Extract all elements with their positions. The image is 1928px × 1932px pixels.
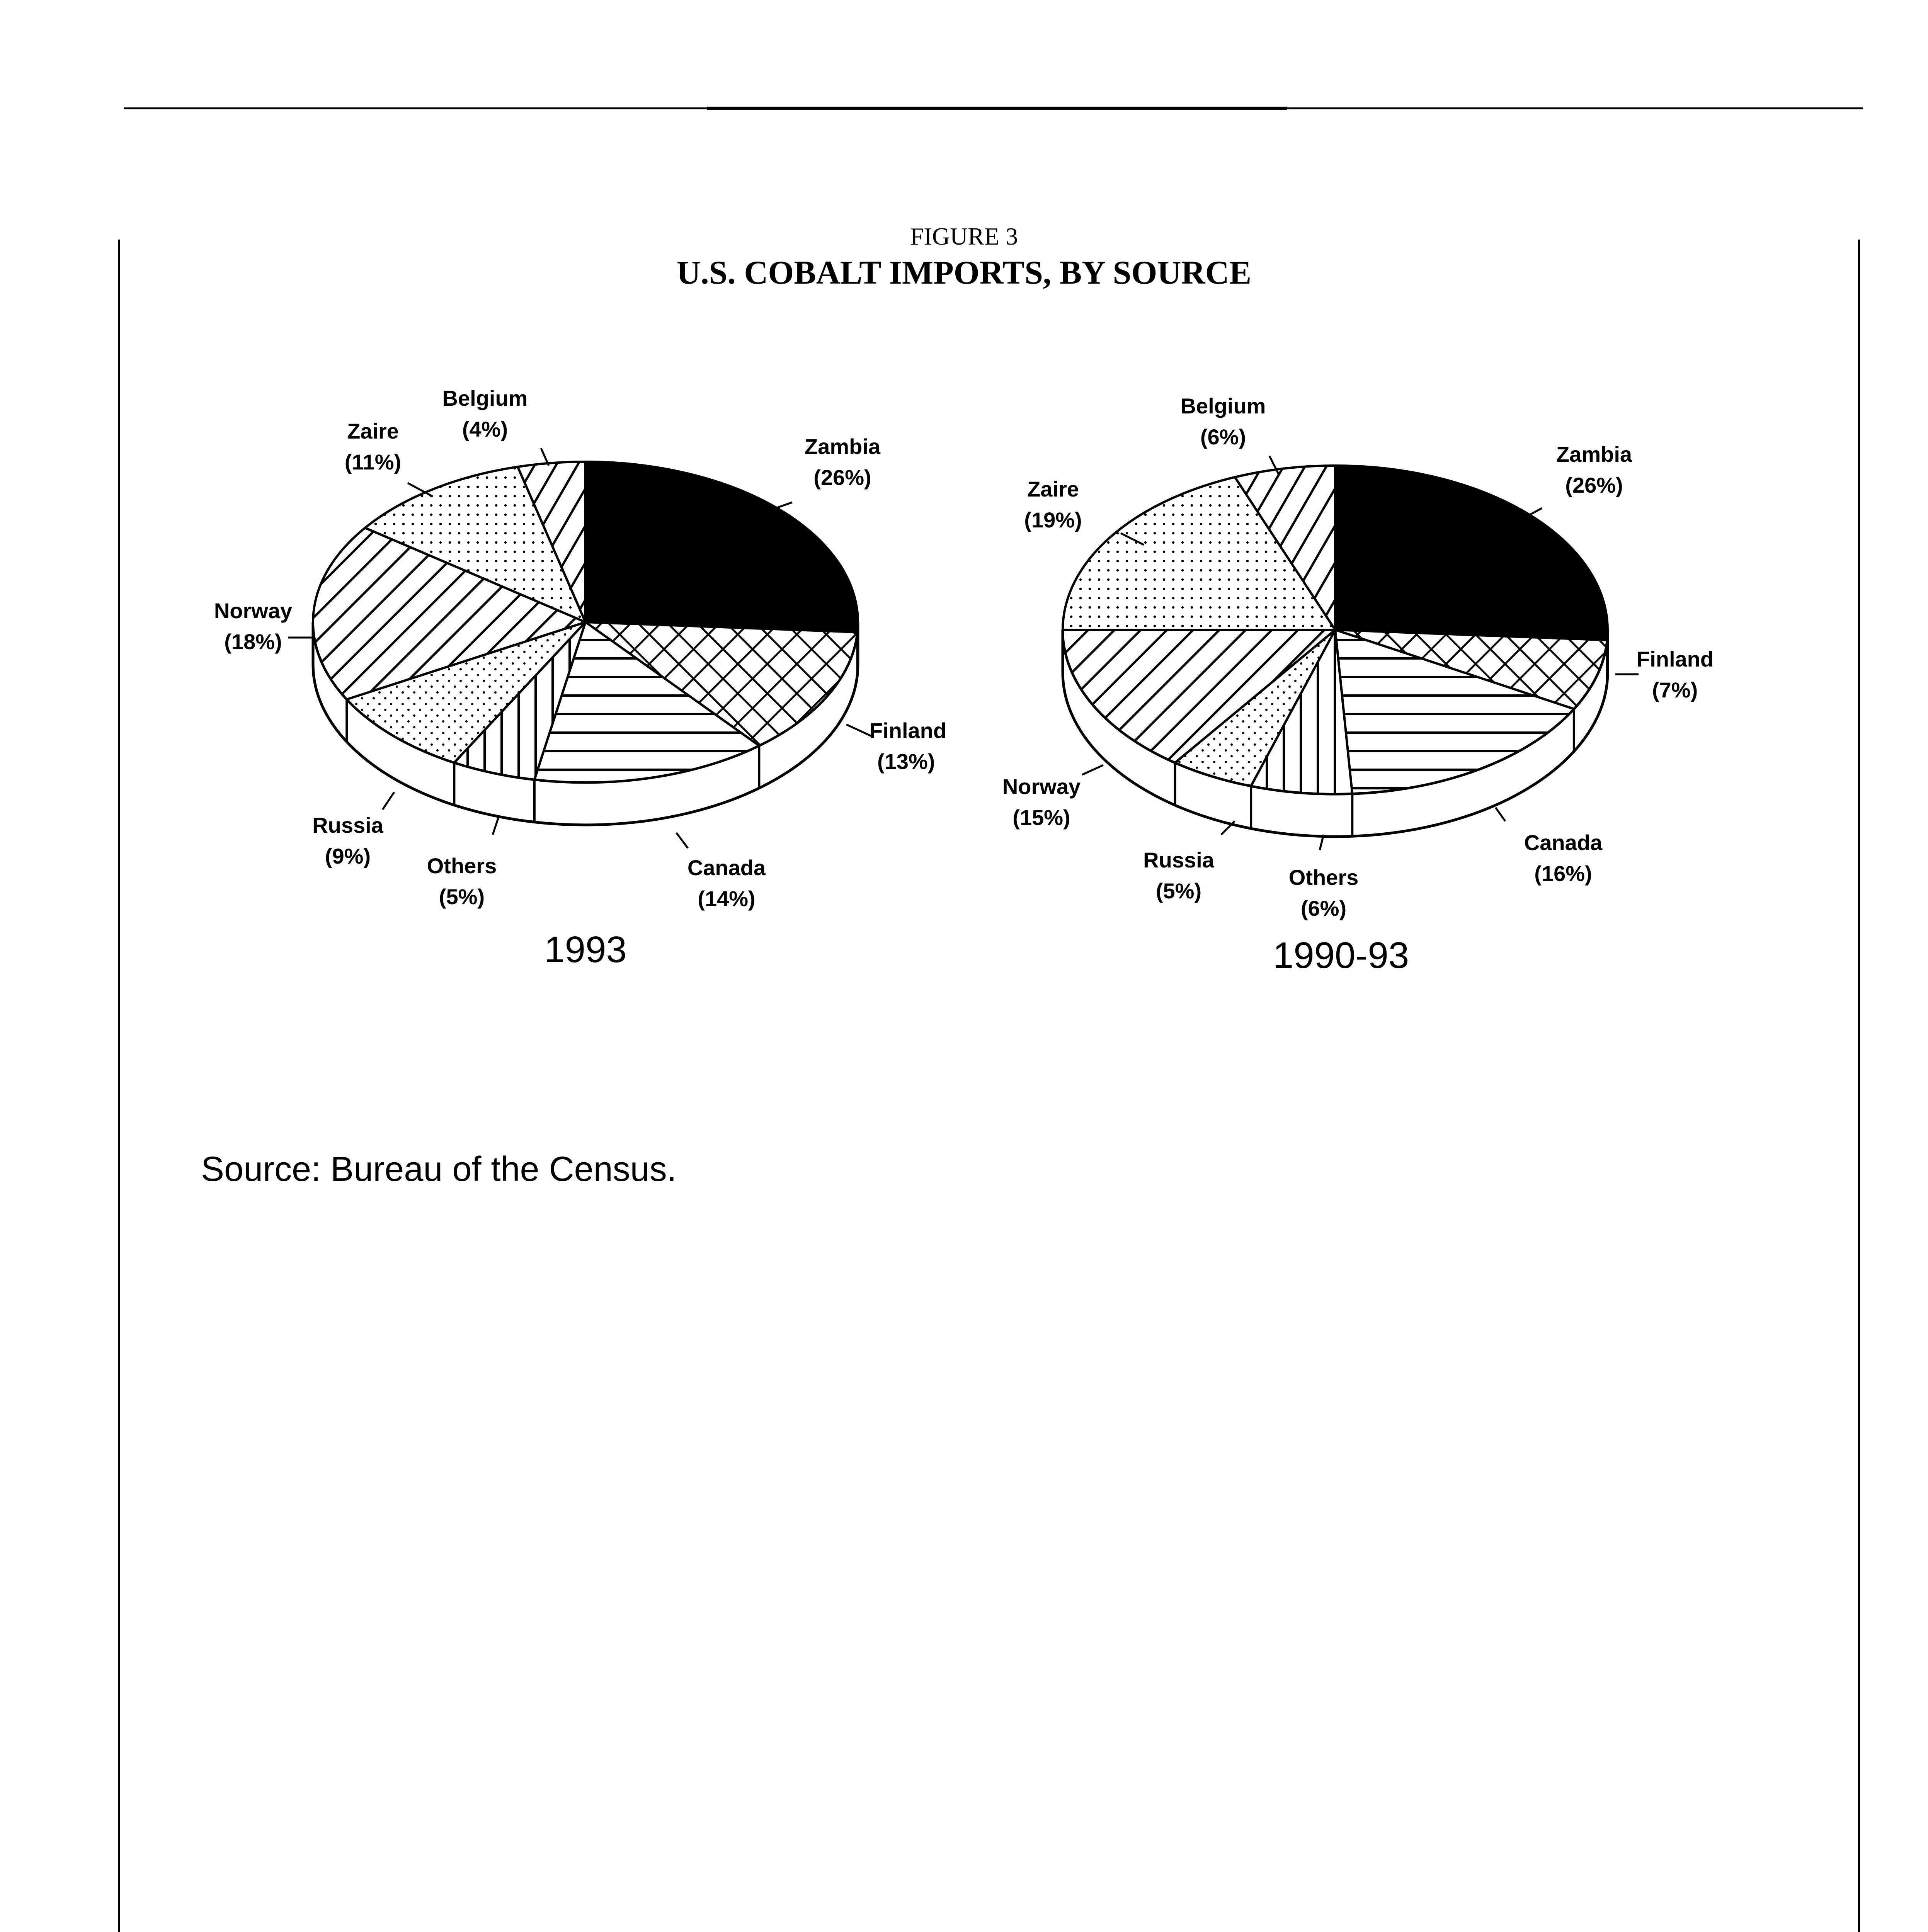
pie-1990-93-label-belgium-name: Belgium xyxy=(1180,394,1266,418)
pie-1990-93-label-canada-name: Canada xyxy=(1524,830,1603,855)
pie-1993-label-others-name: Others xyxy=(427,854,497,878)
pie-1993-label-others-pct: (5%) xyxy=(439,884,485,909)
pie-1990-93-label-russia-name: Russia xyxy=(1143,848,1214,872)
pie-1993 xyxy=(214,386,946,970)
pie-1993-leader-canada xyxy=(676,833,688,848)
pie-1993-label-belgium-name: Belgium xyxy=(442,386,528,410)
pie-1993-label-zaire-pct: (11%) xyxy=(344,450,402,474)
pie-1993-year: 1993 xyxy=(544,929,627,970)
pie-1993-label-norway-name: Norway xyxy=(214,599,293,623)
pie-1990-93 xyxy=(1002,394,1714,976)
pie-1990-93-label-zambia-pct: (26%) xyxy=(1565,473,1623,497)
pie-1990-93-label-others-name: Others xyxy=(1288,865,1359,889)
pie-1990-93-slices xyxy=(1063,466,1608,794)
pie-1990-93-label-zaire-name: Zaire xyxy=(1027,477,1079,501)
pie-1990-93-leader-norway xyxy=(1082,765,1103,775)
pie-1990-93-label-norway-pct: (15%) xyxy=(1012,805,1070,830)
pie-1993-label-zaire-name: Zaire xyxy=(347,419,399,443)
pie-1993-slices xyxy=(313,462,858,782)
pie-1993-label-zambia-pct: (26%) xyxy=(813,465,871,490)
pie-1990-93-label-zambia-name: Zambia xyxy=(1556,442,1632,466)
pie-1990-93-label-finland-pct: (7%) xyxy=(1652,678,1698,702)
pie-1993-label-russia-name: Russia xyxy=(312,813,383,837)
pie-1993-label-canada-name: Canada xyxy=(687,855,766,880)
pie-1993-label-norway-pct: (18%) xyxy=(224,629,282,654)
pie-1990-93-leader-canada xyxy=(1496,808,1505,821)
pie-1990-93-label-norway-name: Norway xyxy=(1002,774,1081,799)
pie-1993-leader-finland xyxy=(846,724,871,736)
pie-1993-label-belgium-pct: (4%) xyxy=(462,417,508,441)
pie-1993-leader-others xyxy=(493,817,499,835)
pie-1993-label-finland-name: Finland xyxy=(870,718,947,743)
pie-1990-93-year: 1990-93 xyxy=(1273,935,1409,976)
pie-1993-label-canada-pct: (14%) xyxy=(698,886,756,911)
pie-1990-93-label-russia-pct: (5%) xyxy=(1155,879,1202,903)
pie-1993-leader-russia xyxy=(383,792,394,810)
pie-1990-93-label-belgium-pct: (6%) xyxy=(1200,425,1246,449)
source-note: Source: Bureau of the Census. xyxy=(201,1150,677,1189)
figure-number: FIGURE 3 xyxy=(910,223,1018,250)
figure-title: U.S. COBALT IMPORTS, BY SOURCE xyxy=(676,254,1252,291)
pie-1993-label-zambia-name: Zambia xyxy=(804,434,881,459)
pie-1993-label-russia-pct: (9%) xyxy=(325,844,371,868)
pie-1990-93-label-finland-name: Finland xyxy=(1637,647,1714,671)
pie-1993-label-finland-pct: (13%) xyxy=(877,749,935,774)
pie-1990-93-label-canada-pct: (16%) xyxy=(1534,861,1592,886)
pie-1990-93-label-zaire-pct: (19%) xyxy=(1024,508,1082,532)
pie-1990-93-label-others-pct: (6%) xyxy=(1300,896,1347,920)
